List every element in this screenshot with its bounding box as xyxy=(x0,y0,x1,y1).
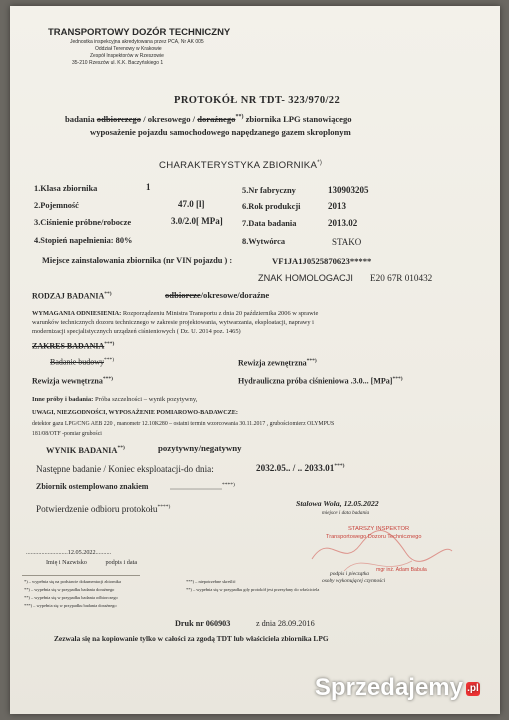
header-line-1: Jednostka inspekcyjna akredytowana przez PCA, Nr AK 005 xyxy=(70,39,204,45)
form-number: Druk nr 060903 xyxy=(175,619,231,628)
field-6-value: 2013 xyxy=(328,201,346,211)
footnote-6: ***) – wypełnia się w przypadku badania doraźnego xyxy=(24,603,117,608)
header-line-3: Zespół Inspektorów w Rzeszowie xyxy=(90,53,164,59)
scope-item-external: Rewizja zewnętrzna***) xyxy=(238,358,317,368)
org-name: TRANSPORTOWY DOZÓR TECHNICZNY xyxy=(48,27,231,38)
field-8-label: 8.Wytwórca xyxy=(242,237,286,246)
field-5-value: 130903205 xyxy=(328,185,369,195)
footnote-4: **) – wypełnia się w przypadku gdy protokół jest przesyłany do właściciela xyxy=(186,587,320,592)
protocol-subtitle: badania odbiorczego / okresowego / doraźnego**) zbiornika LPG stanowiącego xyxy=(65,113,352,124)
copy-notice: Zezwala się na kopiowanie tylko w całości za zgodą TDT lub właściciela zbiornika LPG xyxy=(54,634,329,643)
result-value: pozytywny/negatywny xyxy=(158,443,242,453)
field-8-value: STAKO xyxy=(332,237,362,247)
form-date: z dnia 28.09.2016 xyxy=(256,619,315,628)
requirements-line-2: warunków technicznych dozoru technicznego w zakresie projektowania, wytwarzania, eksploatacji, naprawy i xyxy=(32,319,314,326)
scope-item-design: Badanie budowy***) xyxy=(50,357,115,367)
signature-right-caption-1: podpis i pieczątka xyxy=(330,571,369,577)
section-characteristics: CHARAKTERYSTYKA ZBIORNIKA*) xyxy=(159,160,323,172)
field-2-value: 47.0 [l] xyxy=(178,199,205,209)
field-5-label: 5.Nr fabryczny xyxy=(242,186,296,195)
header-line-4: 35-210 Rzeszów ul. K.K. Baczyńskiego 1 xyxy=(72,60,164,66)
field-2-label: 2.Pojemność xyxy=(34,201,79,210)
footnote-1: *) – wypełnia się na podstawie dokumentacji zbiornika xyxy=(24,579,121,584)
remarks-label: UWAGI, NIEZGODNOŚCI, WYPOSAŻENIE POMIAROWO-BADAWCZE: xyxy=(32,409,238,416)
signature-left-date: ...........................12.05.2022.......... xyxy=(26,549,112,556)
requirements-line-3: modernizacji specjalistycznych urządzeń ciśnieniowych ( Dz. U. 2014 poz. 1465) xyxy=(32,328,241,335)
stamp-subtitle: Transportowego Dozoru Technicznego xyxy=(326,534,422,540)
remarks-line-1: detektor gazu LPG/CNG AEB 220 , manometr 12.10K280 – ostatni termin wzorcowania 30.11.2017 , grubościomierz OLYMPUS xyxy=(32,421,335,427)
other-tests: Inne próby i badania: Próba szczelności – wynik pozytywny, xyxy=(32,396,198,403)
remarks-line-2: 181/08/OTF -pomiar grubości xyxy=(32,431,102,437)
field-3-value: 3.0/2.0[ MPa] xyxy=(171,216,223,226)
stamp-mark-label: Zbiornik ostemplowano znakiem xyxy=(36,482,149,491)
field-4-label: 4.Stopień napełnienia: 80% xyxy=(34,236,133,245)
footnote-divider xyxy=(22,575,140,576)
footnote-2: ***) – niepotrzebne skreślić xyxy=(186,579,236,584)
result-label: WYNIK BADANIA**) xyxy=(46,445,125,455)
stamp-mark-dots: ..........................****) xyxy=(170,482,235,492)
footnote-5: **) – wypełnia się w przypadku badania odbiorczego xyxy=(24,595,118,600)
vin-value: VF1JA1J0525870623***** xyxy=(272,256,372,266)
vin-label: Miejsce zainstalowania zbiornika (nr VIN pojazdu ) : xyxy=(42,256,233,265)
header-line-2: Oddział Terenowy w Krakowie xyxy=(95,46,162,52)
test-type-value: odbiorcze/okresowe/doraźne xyxy=(165,290,270,300)
stamp-title: STARSZY INSPEKTOR xyxy=(348,526,410,532)
homologation-label: ZNAK HOMOLOGACJI xyxy=(258,273,353,283)
signature-right-caption-2: osoby wykonującej czynności xyxy=(322,578,386,584)
scope-item-hydraulic: Hydrauliczna próba ciśnieniowa .3.0... [MPa]***) xyxy=(238,376,403,386)
field-7-label: 7.Data badania xyxy=(242,219,297,228)
inspector-stamp xyxy=(302,521,462,583)
homologation-value: E20 67R 010432 xyxy=(370,273,433,283)
test-type-label: RODZAJ BADANIA**) xyxy=(32,291,112,301)
place-date-caption: miejsce i data badania xyxy=(322,510,370,516)
scope-item-internal: Rewizja wewnętrzna***) xyxy=(32,376,113,386)
field-6-label: 6.Rok produkcji xyxy=(242,202,301,211)
sprzedajemy-watermark-logo: Sprzedajemy .pl xyxy=(314,674,479,701)
requirements-line-1: WYMAGANIA ODNIESIENIA: Rozporządzeniu Ministra Transportu z dnia 20 października 2006 w sprawie xyxy=(32,310,319,317)
scope-label: ZAKRES BADANIA***) xyxy=(32,341,115,351)
footnote-3: **) – wypełnia się w przypadku badania doraźnego xyxy=(24,587,115,592)
next-test-value: 2032.05.. / .. 2033.01***) xyxy=(256,463,345,474)
field-3-label: 3.Ciśnienie próbne/robocze xyxy=(34,218,132,227)
signature-left-caption: Imię i Nazwisko podpis i data xyxy=(46,559,138,566)
document-page xyxy=(10,6,500,714)
field-1-value: 1 xyxy=(146,182,151,192)
field-1-label: 1.Klasa zbiornika xyxy=(34,184,98,193)
next-test-label: Następne badanie / Koniec eksploatacji-do dnia: xyxy=(36,464,214,474)
protocol-title: PROTOKÓŁ NR TDT- 323/970/22 xyxy=(174,95,341,106)
field-7-value: 2013.02 xyxy=(328,218,358,228)
place-date: Stalowa Wola, 12.05.2022 xyxy=(296,499,379,508)
receipt-confirmation: Potwierdzenie odbioru protokołu****) xyxy=(36,504,171,515)
stamp-name: mgr inż. Adam Babula xyxy=(376,567,427,573)
protocol-subtitle-2: wyposażenie pojazdu samochodowego napędzanego gazem skroplonym xyxy=(90,127,351,137)
